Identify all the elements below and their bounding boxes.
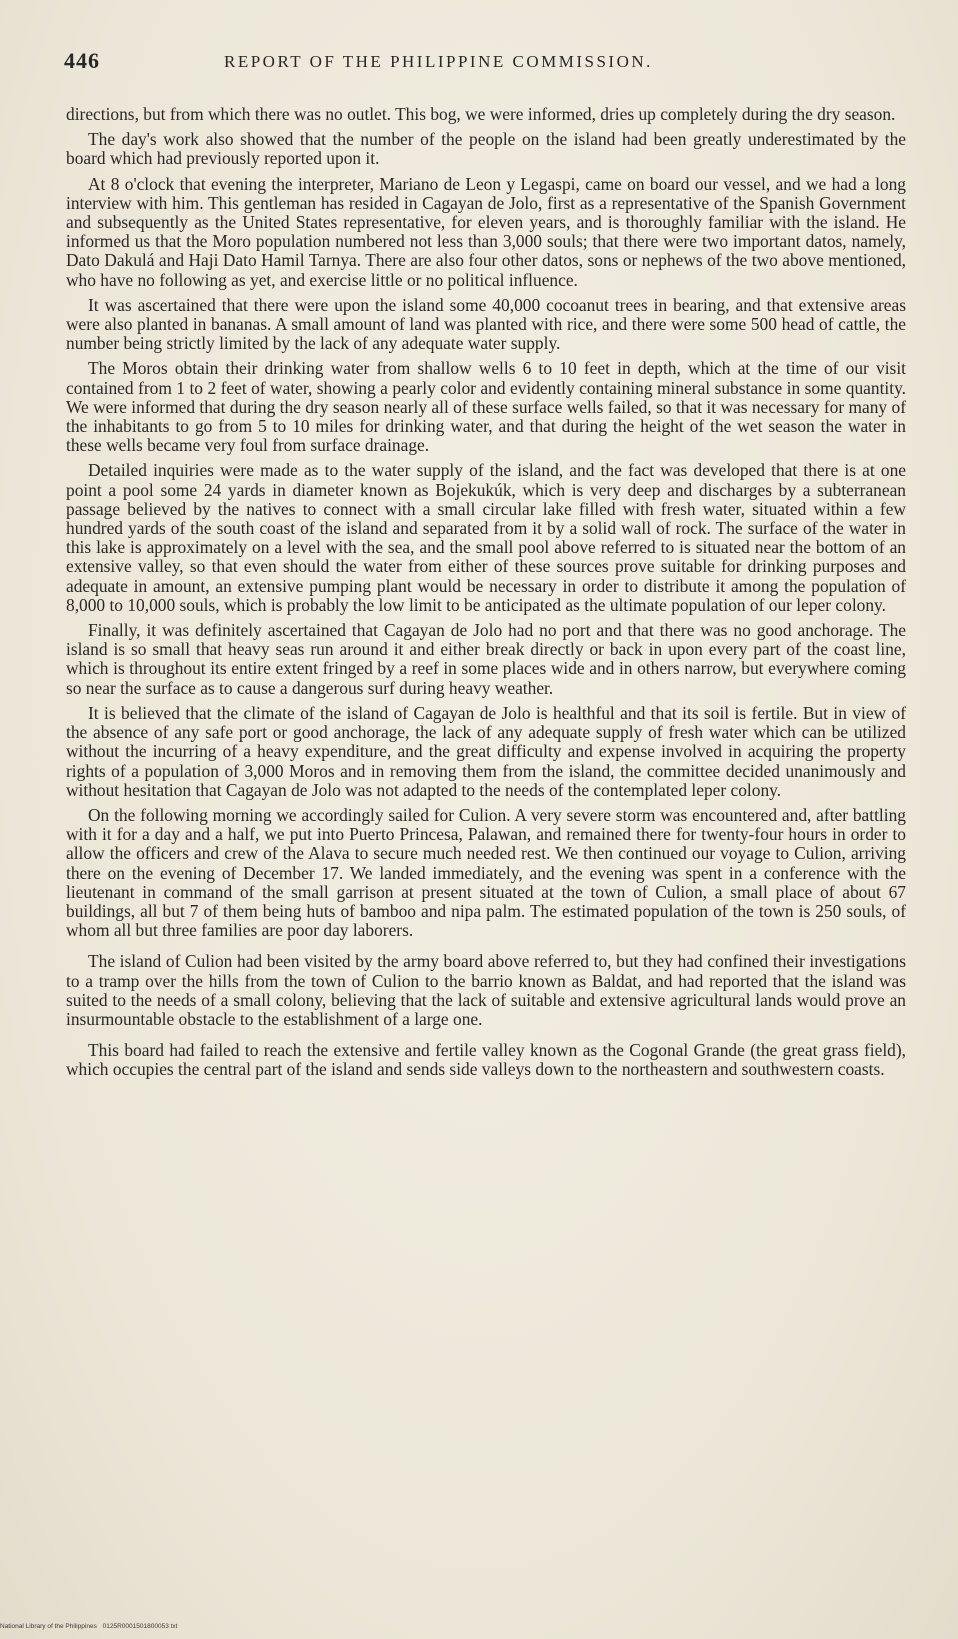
- paragraph: The island of Culion had been visited by the army board above referred to, but they had confined their investigations to a tramp over the hills from the town of Culion to the barrio known as Baldat, and had reported that the island was suited to the needs of a small colony, believing that the lack of suitable and extensive agricultural lands would prove an insurmountable obstacle to the establishment of a large one.: [66, 951, 906, 1029]
- paragraph: Detailed inquiries were made as to the water supply of the island, and the fact was developed that there is at one point a pool some 24 yards in diameter known as Bojekukúk, which is very deep and discharges by a subterranean passage believed by the natives to connect with a small circular lake filled with fresh water, situated within a few hundred yards of the south coast of the island and separated from it by a solid wall of rock. The surface of the water in this lake is approximately on a level with the sea, and the small pool above referred to is situated near the bottom of an extensive valley, so that even should the water from either of these sources prove suitable for drinking purposes and adequate in amount, an extensive pumping plant would be necessary in order to distribute it among the population of 8,000 to 10,000 souls, which is probably the low limit to be anticipated as the ultimate population of our leper colony.: [66, 460, 906, 615]
- page-number: 446: [64, 48, 100, 73]
- footer-identifier: 0125R0001501800053 txt: [102, 1623, 178, 1630]
- page-header: [64, 48, 784, 88]
- paragraph: The Moros obtain their drinking water from shallow wells 6 to 10 feet in depth, which at the time of our visit contained from 1 to 2 feet of water, showing a pearly color and evidently containing mineral substance in some quantity. We were informed that during the dry season nearly all of these surface wells failed, so that it was necessary for many of the inhabitants to go from 5 to 10 miles for drinking water, and that during the height of the wet season the water in these wells became very foul from surface drainage.: [66, 358, 906, 456]
- running-title: REPORT OF THE PHILIPPINE COMMISSION.: [224, 52, 653, 71]
- paragraph: It is believed that the climate of the island of Cagayan de Jolo is healthful and that its soil is fertile. But in view of the absence of any safe port or good anchorage, the lack of any adequate supply of fresh water which can be utilized without the incurring of a heavy expenditure, and the great difficulty and expense involved in acquiring the property rights of a population of 3,000 Moros and in removing them from the island, the committee decided unanimously and without hesitation that Cagayan de Jolo was not adapted to the needs of the contemplated leper colony.: [66, 702, 906, 800]
- body-text: [66, 105, 906, 1086]
- scan-footer: [0, 1623, 300, 1630]
- footer-library: National Library of the Philippines: [0, 1623, 97, 1630]
- paragraph: This board had failed to reach the extensive and fertile valley known as the Cogonal Grande (the great grass field), which occupies the central part of the island and sends side valleys down to the northeastern and southwestern coasts.: [66, 1040, 906, 1080]
- paragraph: The day's work also showed that the number of the people on the island had been greatly underestimated by the board which had previously reported upon it.: [66, 129, 906, 169]
- paragraph: At 8 o'clock that evening the interpreter, Mariano de Leon y Legaspi, came on board our vessel, and we had a long interview with him. This gentleman has resided in Cagayan de Jolo, first as a representative of the Spanish Government and subsequently as the United States representative, for eleven years, and is thoroughly familiar with the island. He informed us that the Moro population numbered not less than 3,000 souls; that there were two important datos, namely, Dato Dakulá and Haji Dato Hamil Tarnya. There are also four other datos, sons or nephews of the two above mentioned, who have no following as yet, and exercise little or no political influence.: [66, 173, 906, 290]
- paragraph: It was ascertained that there were upon the island some 40,000 cocoanut trees in bearing, and that extensive areas were also planted in bananas. A small amount of land was planted with rice, and there were some 500 head of cattle, the number being strictly limited by the lack of any adequate water supply.: [66, 294, 906, 354]
- paragraph: directions, but from which there was no outlet. This bog, we were informed, dries up completely during the dry season.: [66, 104, 896, 124]
- paragraph: On the following morning we accordingly sailed for Culion. A very severe storm was encountered and, after battling with it for a day and a half, we put into Puerto Princesa, Palawan, and remained there for twenty-four hours in order to allow the officers and crew of the Alava to secure much needed rest. We then continued our voyage to Culion, arriving there on the evening of December 17. We landed immediately, and the evening was spent in a conference with the lieutenant in command of the small garrison at present situated at the town of Culion, a small place of about 67 buildings, all but 7 of them being huts of bamboo and nipa palm. The estimated population of the town is 250 souls, of whom all but three families are poor day laborers.: [66, 804, 906, 941]
- paragraph: Finally, it was definitely ascertained that Cagayan de Jolo had no port and that there was no good anchorage. The island is so small that heavy seas run around it and either break directly or back in upon every part of the coast line, which is throughout its entire extent fringed by a reef in some places wide and in others narrow, but everywhere coming so near the surface as to cause a dangerous surf during heavy weather.: [66, 620, 906, 698]
